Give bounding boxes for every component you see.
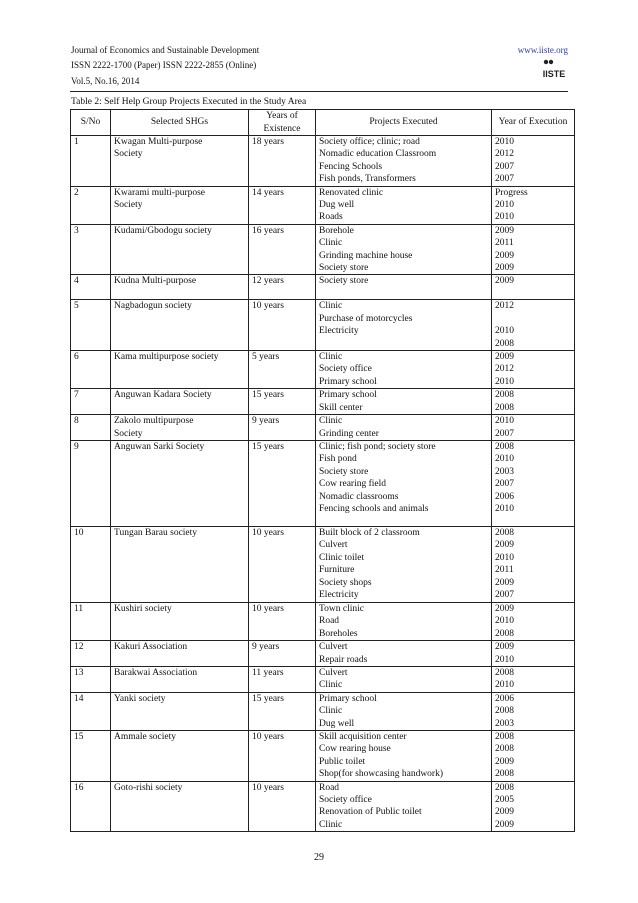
years-text: 15 years [252, 390, 284, 401]
project-line: Skill center [319, 402, 363, 413]
cell-execution [492, 440, 575, 526]
cell-years [249, 692, 316, 730]
shg-name-line: Kudna Multi-purpose [114, 276, 197, 287]
cell-sno [71, 781, 111, 832]
project-line: Grinding machine house [319, 250, 413, 261]
execution-year-line: 2010 [495, 552, 514, 563]
execution-year-line: 2009 [495, 603, 514, 614]
sno-text: 10 [74, 527, 84, 538]
cell-sno [71, 186, 111, 224]
cell-execution [492, 415, 575, 441]
cell-shg [111, 186, 249, 224]
execution-year-line: 2008 [495, 731, 514, 742]
cell-shg [111, 415, 249, 441]
cell-years [249, 136, 316, 187]
cell-years [249, 602, 316, 640]
cell-years [249, 526, 316, 602]
cell-sno [71, 415, 111, 441]
cell-execution [492, 186, 575, 224]
table-row [71, 730, 575, 781]
execution-year-line: 2012 [495, 301, 514, 312]
project-line: Purchase of motorcycles [319, 313, 413, 324]
cell-projects [316, 692, 492, 730]
table-row [71, 224, 575, 275]
cell-execution [492, 781, 575, 832]
table-row [71, 781, 575, 832]
table-caption: Table 2: Self Help Group Projects Executed in the Study Area [71, 97, 307, 107]
cell-shg [111, 136, 249, 187]
cell-shg [111, 440, 249, 526]
table-row [71, 602, 575, 640]
cell-projects [316, 641, 492, 667]
cell-shg [111, 781, 249, 832]
project-line: Nomadic classrooms [319, 491, 399, 502]
execution-year-line: 2009 [495, 819, 514, 830]
cell-years [249, 666, 316, 692]
years-text: 16 years [252, 225, 284, 236]
execution-year-line: 2012 [495, 364, 514, 375]
journal-url-link[interactable]: www.iiste.org [517, 45, 568, 55]
execution-year-line: 2003 [495, 718, 514, 729]
cell-shg [111, 275, 249, 300]
execution-year-line: 2008 [495, 769, 514, 780]
execution-year-line: 2010 [495, 137, 514, 147]
execution-year-line: 2009 [495, 263, 514, 274]
sno-text: 7 [74, 390, 79, 401]
years-text: 10 years [252, 527, 284, 538]
table-body [71, 136, 575, 832]
execution-year-line: 2007 [495, 589, 514, 600]
execution-year-line: 2009 [495, 540, 514, 551]
shg-name-line: Kushiri society [114, 603, 172, 614]
project-line: Clinic toilet [319, 552, 365, 563]
years-text: 5 years [252, 352, 280, 363]
shg-name-line: Barakwai Association [114, 667, 198, 678]
cell-projects [316, 440, 492, 526]
shg-name-line: Society [114, 200, 143, 211]
shg-name-line: Kama multipurpose society [114, 352, 219, 363]
cell-execution [492, 730, 575, 781]
project-line: Society store [319, 263, 369, 274]
cell-sno [71, 300, 111, 351]
cell-execution [492, 526, 575, 602]
project-line: Fencing schools and animals [319, 503, 429, 514]
journal-title: Journal of Economics and Sustainable Development [71, 45, 260, 55]
execution-year-line: 2008 [495, 628, 514, 639]
project-line: Electricity [319, 589, 359, 600]
project-line: Clinic [319, 706, 343, 717]
cell-years [249, 641, 316, 667]
years-text: 9 years [252, 642, 280, 653]
cell-execution [492, 666, 575, 692]
shg-name-line: Yanki society [114, 693, 166, 704]
project-line: Society office [319, 364, 372, 375]
shg-projects-table [70, 109, 575, 832]
execution-year-line [495, 313, 571, 325]
cell-projects [316, 136, 492, 187]
project-line: Public toilet [319, 756, 366, 767]
project-line: Skill acquisition center [319, 731, 407, 742]
execution-year-line: 2012 [495, 149, 514, 160]
shg-name-line: Kudami/Gbodogu society [114, 225, 212, 236]
table-row [71, 526, 575, 602]
project-line: Cow rearing field [319, 479, 387, 490]
header-rule [70, 91, 568, 92]
col-header-projects: Projects Executed [316, 110, 492, 136]
project-line: Dug well [319, 718, 355, 729]
sno-text: 12 [74, 642, 84, 653]
cell-sno [71, 136, 111, 187]
cell-years [249, 389, 316, 415]
table-row [71, 300, 575, 351]
project-line: Fish pond [319, 454, 357, 465]
cell-projects [316, 186, 492, 224]
execution-year-line: 2008 [495, 441, 514, 452]
cell-projects [316, 389, 492, 415]
years-text: 10 years [252, 782, 284, 793]
years-text: 15 years [252, 441, 284, 452]
cell-projects [316, 300, 492, 351]
execution-year-line: 2005 [495, 795, 514, 806]
execution-year-line: 2006 [495, 491, 514, 502]
shg-name-line: Kwarami multi-purpose [114, 187, 206, 198]
cell-execution [492, 641, 575, 667]
execution-year-line: 2009 [495, 250, 514, 261]
execution-year-line: 2010 [495, 503, 514, 514]
cell-execution [492, 389, 575, 415]
execution-year-line: 2009 [495, 352, 514, 363]
sno-text: 15 [74, 731, 84, 742]
table-row [71, 440, 575, 526]
project-line: Culvert [319, 642, 348, 653]
shg-name-line: Ammale society [114, 731, 176, 742]
project-line: Road [319, 616, 340, 627]
shg-name-line: Goto-rishi society [114, 782, 183, 793]
cell-projects [316, 415, 492, 441]
years-text: 9 years [252, 416, 280, 427]
project-line: Road [319, 782, 340, 793]
cell-projects [316, 781, 492, 832]
project-line: Culvert [319, 540, 348, 551]
cell-sno [71, 275, 111, 300]
project-line: Society store [319, 276, 369, 287]
project-line: Roads [319, 212, 343, 223]
cell-years [249, 440, 316, 526]
project-line: Furniture [319, 565, 355, 576]
execution-year-line: 2006 [495, 693, 514, 704]
sno-text: 3 [74, 225, 79, 236]
project-line: Repair roads [319, 654, 368, 665]
execution-year-line: 2009 [495, 225, 514, 236]
table-row [71, 389, 575, 415]
project-line: Clinic [319, 680, 343, 691]
project-line: Dug well [319, 200, 355, 211]
volume-line: Vol.5, No.16, 2014 [71, 76, 140, 86]
table-row [71, 692, 575, 730]
project-line: Electricity [319, 326, 359, 337]
execution-year-line: 2009 [495, 276, 514, 287]
years-text: 11 years [252, 667, 284, 678]
cell-years [249, 351, 316, 389]
cell-shg [111, 602, 249, 640]
project-line: Boreholes [319, 628, 358, 639]
execution-year-line: 2009 [495, 642, 514, 653]
sno-text: 6 [74, 352, 79, 363]
sno-text: 14 [74, 693, 84, 704]
execution-year-line: 2010 [495, 454, 514, 465]
project-line: Cow rearing house [319, 744, 391, 755]
project-line: Primary school [319, 693, 377, 704]
years-text: 12 years [252, 276, 284, 287]
cell-execution [492, 300, 575, 351]
project-line: Clinic [319, 416, 343, 427]
project-line: Town clinic [319, 603, 364, 614]
table-row [71, 136, 575, 187]
project-line: Clinic [319, 301, 343, 312]
cell-shg [111, 224, 249, 275]
cell-shg [111, 389, 249, 415]
project-line: Society store [319, 466, 369, 477]
years-text: 14 years [252, 187, 284, 198]
sno-text: 16 [74, 782, 84, 793]
execution-year-line: 2010 [495, 200, 514, 211]
shg-name-line: Anguwan Sarki Society [114, 441, 205, 452]
execution-year-line: 2008 [495, 527, 514, 538]
years-text: 10 years [252, 603, 284, 614]
years-text: 18 years [252, 137, 284, 147]
execution-year-line: 2011 [495, 565, 514, 576]
cell-execution [492, 692, 575, 730]
cell-years [249, 730, 316, 781]
execution-year-line: 2008 [495, 390, 514, 401]
cell-sno [71, 666, 111, 692]
project-line: Nomadic education Classroom [319, 149, 437, 160]
logo-text: IISTE [542, 69, 566, 79]
shg-name-line: Nagbadogun society [114, 301, 192, 312]
years-text: 10 years [252, 731, 284, 742]
cell-years [249, 781, 316, 832]
project-line: Clinic [319, 819, 343, 830]
project-line: Clinic [319, 238, 343, 249]
cell-sno [71, 641, 111, 667]
col-header-execution: Year of Execution [492, 110, 575, 136]
execution-year-line: 2007 [495, 479, 514, 490]
cell-projects [316, 730, 492, 781]
project-line: Fencing Schools [319, 161, 383, 172]
cell-execution [492, 351, 575, 389]
project-line: Grinding center [319, 428, 379, 439]
cell-shg [111, 641, 249, 667]
cell-projects [316, 526, 492, 602]
project-line: Shop(for showcasing handwork) [319, 769, 444, 780]
cell-projects [316, 351, 492, 389]
table-row [71, 415, 575, 441]
execution-year-line: 2008 [495, 782, 514, 793]
sno-text: 1 [74, 137, 79, 147]
execution-year-line: 2009 [495, 756, 514, 767]
sno-text: 2 [74, 187, 79, 198]
sno-text: 8 [74, 416, 79, 427]
cell-years [249, 224, 316, 275]
project-line: Primary school [319, 376, 377, 387]
table-row [71, 641, 575, 667]
shg-name-line: Anguwan Kadara Society [114, 390, 212, 401]
execution-year-line: 2010 [495, 616, 514, 627]
project-line: Fish ponds, Transformers [319, 174, 416, 185]
issn-line: ISSN 2222-1700 (Paper) ISSN 2222-2855 (Online) [71, 60, 257, 70]
cell-sno [71, 692, 111, 730]
cell-execution [492, 224, 575, 275]
sno-text: 4 [74, 276, 79, 287]
shg-name-line: Society [114, 149, 143, 160]
execution-year-line: 2010 [495, 680, 514, 691]
table-header-row [71, 110, 575, 136]
cell-projects [316, 275, 492, 300]
shg-name-line: Kwagan Multi-purpose [114, 137, 203, 147]
cell-execution [492, 275, 575, 300]
cell-shg [111, 300, 249, 351]
project-line: Renovation of Public toilet [319, 807, 422, 818]
cell-sno [71, 602, 111, 640]
project-line: Clinic [319, 352, 343, 363]
sno-text: 9 [74, 441, 79, 452]
cell-sno [71, 440, 111, 526]
execution-year-line: 2010 [495, 212, 514, 223]
col-header-sno: S/No [71, 110, 111, 136]
shg-name-line: Zakolo multipurpose [114, 416, 194, 427]
project-line: Culvert [319, 667, 348, 678]
table-row [71, 186, 575, 224]
execution-year-line: 2008 [495, 402, 514, 413]
col-header-shg: Selected SHGs [111, 110, 249, 136]
cell-sno [71, 389, 111, 415]
cell-execution [492, 602, 575, 640]
cell-sno [71, 351, 111, 389]
cell-years [249, 415, 316, 441]
execution-year-line: 2007 [495, 174, 514, 185]
execution-year-line: 2007 [495, 161, 514, 172]
project-line: Society shops [319, 577, 372, 588]
years-text: 10 years [252, 301, 284, 312]
cell-sno [71, 224, 111, 275]
page-number: 29 [314, 852, 324, 863]
col-header-years: Years of Existence [249, 110, 316, 136]
execution-year-line: 2009 [495, 807, 514, 818]
cell-years [249, 300, 316, 351]
execution-year-line: 2008 [495, 706, 514, 717]
cell-shg [111, 730, 249, 781]
cell-shg [111, 526, 249, 602]
execution-year-line: 2008 [495, 338, 514, 349]
cell-projects [316, 666, 492, 692]
iiste-logo-icon [541, 58, 567, 80]
cell-shg [111, 666, 249, 692]
cell-sno [71, 730, 111, 781]
table-row [71, 275, 575, 300]
project-line: Renovated clinic [319, 187, 384, 198]
table-row [71, 666, 575, 692]
sno-text: 13 [74, 667, 84, 678]
project-line: Borehole [319, 225, 354, 236]
execution-year-line: 2008 [495, 667, 514, 678]
project-line: Society office [319, 795, 372, 806]
shg-name-line: Kakuri Association [114, 642, 188, 653]
shg-name-line: Tungan Barau society [114, 527, 198, 538]
sno-text: 11 [74, 603, 84, 614]
project-line: Society office; clinic; road [319, 137, 420, 147]
execution-year-line: 2010 [495, 326, 514, 337]
execution-year-line: 2010 [495, 654, 514, 665]
years-text: 15 years [252, 693, 284, 704]
sno-text: 5 [74, 301, 79, 312]
cell-years [249, 186, 316, 224]
execution-year-line: 2011 [495, 238, 514, 249]
shg-name-line: Society [114, 428, 143, 439]
execution-year-line: 2003 [495, 466, 514, 477]
cell-sno [71, 526, 111, 602]
table-row [71, 351, 575, 389]
execution-year-line: 2007 [495, 428, 514, 439]
execution-year-line: Progress [495, 187, 528, 198]
cell-projects [316, 224, 492, 275]
execution-year-line: 2009 [495, 577, 514, 588]
execution-year-line: 2008 [495, 744, 514, 755]
cell-execution [492, 136, 575, 187]
execution-year-line: 2010 [495, 376, 514, 387]
project-line: Clinic; fish pond; society store [319, 441, 436, 452]
project-line: Built block of 2 classroom [319, 527, 420, 538]
cell-shg [111, 351, 249, 389]
project-line: Primary school [319, 390, 377, 401]
cell-projects [316, 602, 492, 640]
execution-year-line: 2010 [495, 416, 514, 427]
cell-shg [111, 692, 249, 730]
cell-years [249, 275, 316, 300]
